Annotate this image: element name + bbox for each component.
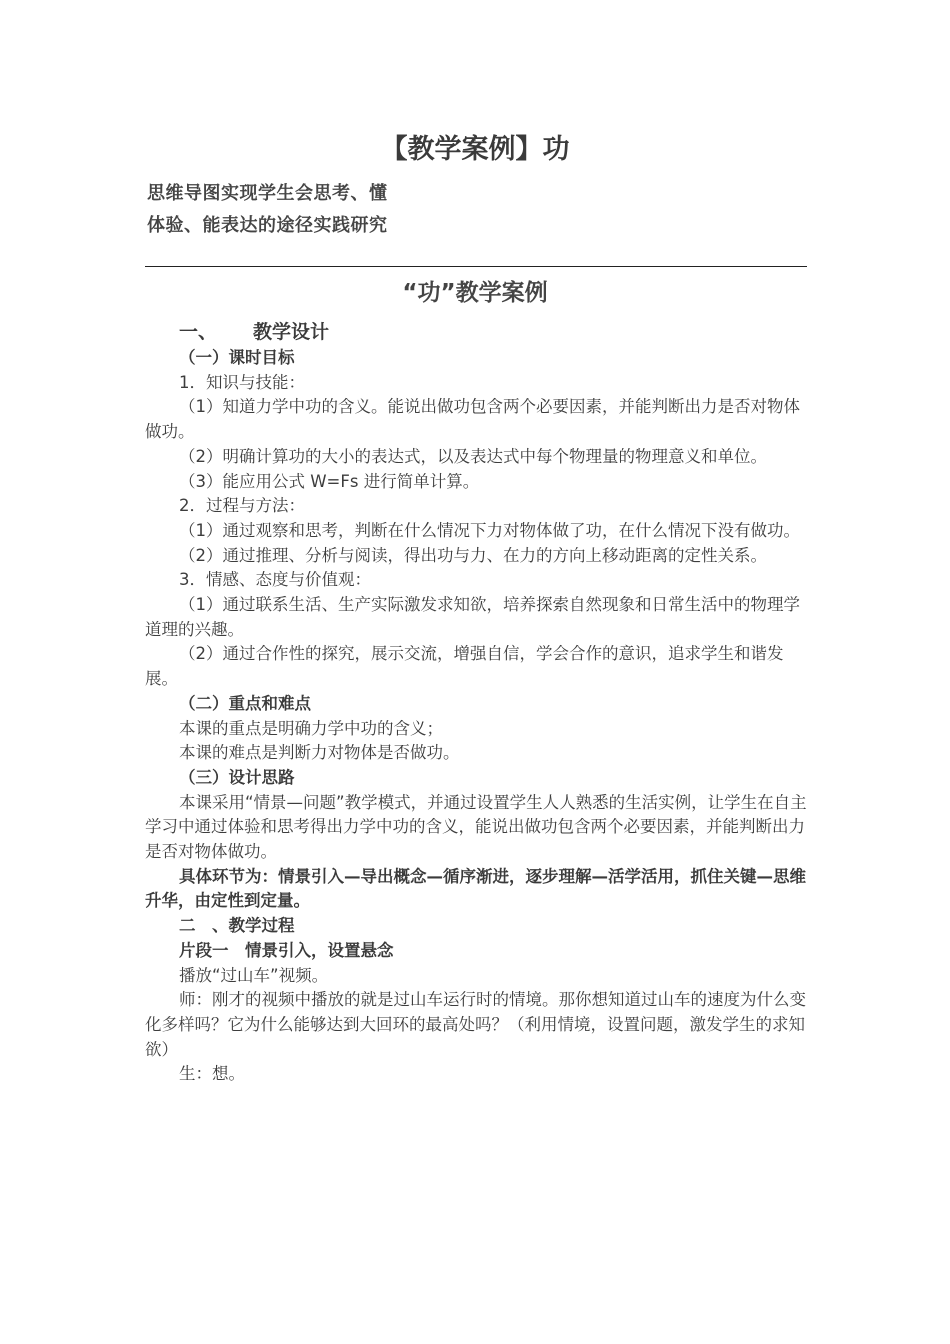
document-body xyxy=(145,318,810,1087)
paragraph: 本课的重点是明确力学中功的含义； xyxy=(179,718,443,738)
subtitle-line-2: 体验、能表达的途径实践研究 xyxy=(147,215,388,236)
paragraph: （1）通过观察和思考，判断在什么情况下力对物体做了功，在什么情况下没有做功。 xyxy=(179,520,800,540)
item-label-knowledge: 1．知识与技能： xyxy=(179,372,305,392)
paragraph: 本课采用“情景—问题”教学模式，并通过设置学生人人熟悉的生活实例，让学生在自主学习中通过体验和思考得出力学中功的含义，能说出做功包含两个必要因素，并能判断出力是否对物体做功。 xyxy=(145,792,807,862)
section-heading-2: 二 、教学过程 xyxy=(179,916,295,936)
section-number: 一、 xyxy=(179,321,218,343)
paragraph: 生：想。 xyxy=(179,1064,245,1084)
paragraph: （1）通过联系生活、生产实际激发求知欲，培养探索自然现象和日常生活中的物理学道理的兴趣。 xyxy=(145,595,800,639)
subtitle-line-1: 思维导图实现学生会思考、懂 xyxy=(147,183,388,204)
subheading-goals: （一）课时目标 xyxy=(179,348,295,367)
horizontal-rule xyxy=(145,266,807,267)
segment-heading: 片段一 情景引入，设置悬念 xyxy=(179,940,394,960)
subheading-design: （三）设计思路 xyxy=(179,767,295,787)
main-title: 【教学案例】功 xyxy=(380,134,570,165)
document-title: “功”教学案例 xyxy=(402,280,548,306)
section-heading-1 xyxy=(145,318,810,346)
paragraph: （3）能应用公式 W=Fs 进行简单计算。 xyxy=(179,471,480,491)
paragraph: （2）明确计算功的大小的表达式，以及表达式中每个物理量的物理意义和单位。 xyxy=(179,446,767,466)
item-label-process: 2．过程与方法： xyxy=(179,496,305,516)
paragraph-bold: 具体环节为：情景引入—导出概念—循序渐进，逐步理解—活学活用，抓住关键—思维升华，由定性到定量。 xyxy=(145,866,806,911)
subheading-key-points: （二）重点和难点 xyxy=(179,693,311,713)
paragraph: 播放“过山车”视频。 xyxy=(179,965,329,985)
paragraph: 师：刚才的视频中播放的就是过山车运行时的情境。那你想知道过山车的速度为什么变化多样吗？它为什么能够达到大回环的最高处吗？（利用情境，设置问题，激发学生的求知欲） xyxy=(145,990,806,1059)
section-title: 教学设计 xyxy=(253,321,330,343)
paragraph: （2）通过合作性的探究，展示交流，增强自信，学会合作的意识，追求学生和谐发展。 xyxy=(145,644,784,689)
paragraph: （2）通过推理、分析与阅读，得出功与力、在力的方向上移动距离的定性关系。 xyxy=(179,545,767,565)
item-label-values: 3．情感、态度与价值观： xyxy=(179,570,371,590)
paragraph: （1）知道力学中功的含义。能说出做功包含两个必要因素，并能判断出力是否对物体做功。 xyxy=(145,397,800,442)
paragraph: 本课的难点是判断力对物体是否做功。 xyxy=(179,743,460,763)
